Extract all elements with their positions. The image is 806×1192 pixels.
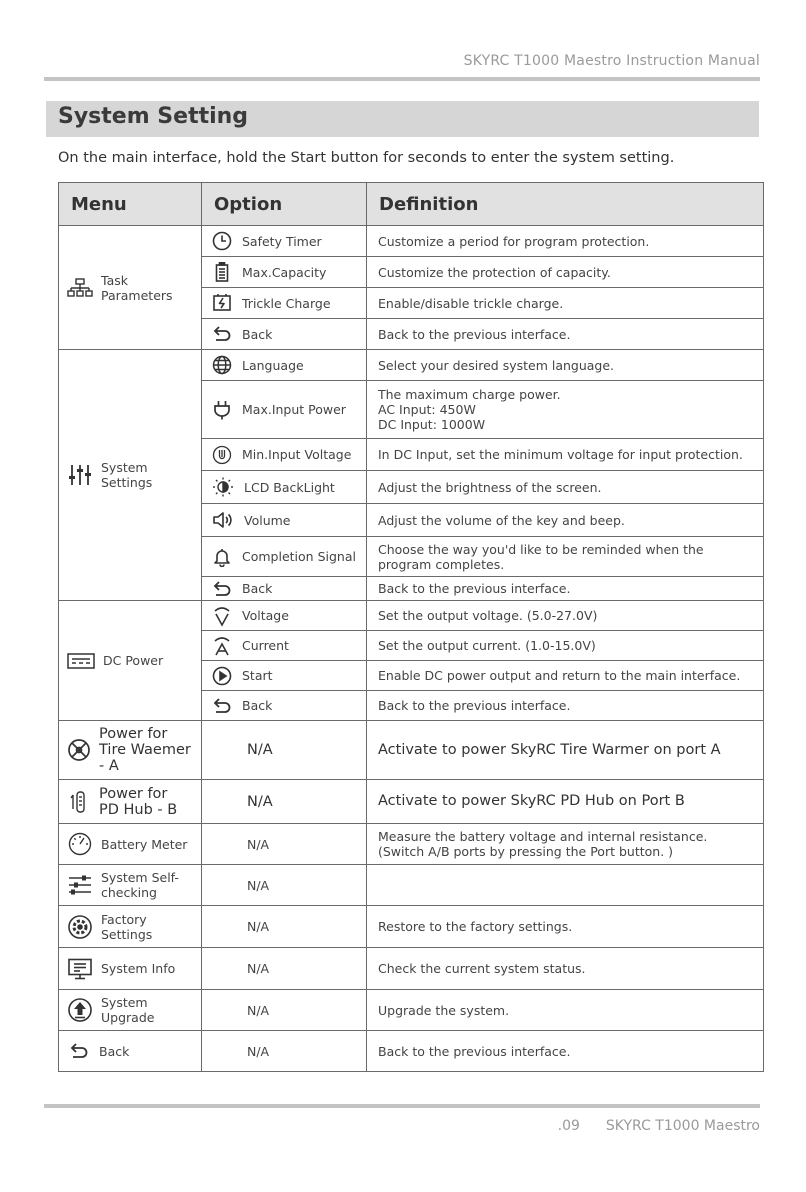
- option-label: Start: [242, 668, 273, 683]
- option-cell: [202, 471, 367, 504]
- clock-icon: [212, 231, 232, 251]
- option-cell: [202, 350, 367, 381]
- menu-cell-back: [59, 1031, 202, 1072]
- definition-cell: Back to the previous interface.: [367, 577, 764, 601]
- table-row: [59, 350, 764, 381]
- play-icon: [212, 666, 232, 686]
- pd-hub-icon: [67, 790, 91, 814]
- menu-label: Factory Settings: [101, 911, 153, 942]
- header-option: Option: [202, 183, 367, 226]
- option-label: Current: [242, 638, 289, 653]
- network-icon: [67, 278, 93, 298]
- bell-icon: [212, 547, 232, 567]
- definition-cell: Back to the previous interface.: [367, 319, 764, 350]
- menu-cell-system-info: [59, 948, 202, 990]
- section-heading-bar: [46, 101, 759, 137]
- menu-cell-factory-settings: [59, 906, 202, 948]
- option-cell: [202, 226, 367, 257]
- definition-cell: In DC Input, set the minimum voltage for input protection.: [367, 439, 764, 471]
- footer-divider: [44, 1104, 760, 1108]
- definition-cell: Back to the previous interface.: [367, 1031, 764, 1072]
- definition-cell: Measure the battery voltage and internal resistance. (Switch A/B ports by pressing the Port button. ): [367, 824, 764, 865]
- plug-icon: [212, 400, 232, 420]
- option-label: Min.Input Voltage: [242, 447, 352, 462]
- option-label: Max.Input Power: [242, 402, 346, 417]
- menu-label: Back: [99, 1043, 130, 1059]
- table-row: [59, 906, 764, 948]
- definition-cell: Customize a period for program protection.: [367, 226, 764, 257]
- option-cell: [202, 780, 367, 824]
- manual-title: SKYRC T1000 Maestro Instruction Manual: [463, 53, 760, 69]
- definition-cell: Back to the previous interface.: [367, 691, 764, 721]
- brightness-icon: [212, 477, 234, 497]
- option-label: Back: [242, 581, 273, 596]
- page-number: .09: [557, 1118, 580, 1134]
- menu-cell-dc-power: [59, 601, 202, 721]
- definition-cell: Enable/disable trickle charge.: [367, 288, 764, 319]
- header-menu: Menu: [59, 183, 202, 226]
- option-cell: [202, 824, 367, 865]
- definition-cell: Select your desired system language.: [367, 350, 764, 381]
- table-row: [59, 780, 764, 824]
- voltage-icon: [212, 445, 232, 465]
- definition-cell: Set the output current. (1.0-15.0V): [367, 631, 764, 661]
- dc-power-icon: [67, 653, 95, 669]
- option-label: N/A: [247, 961, 270, 976]
- option-label: N/A: [247, 877, 270, 893]
- footer-product: SKYRC T1000 Maestro: [605, 1118, 760, 1134]
- option-label: Completion Signal: [242, 549, 356, 564]
- section-intro: On the main interface, hold the Start button for seconds to enter the system setting.: [58, 150, 675, 166]
- settings-table: [58, 182, 764, 1072]
- option-cell: [202, 865, 367, 906]
- definition-cell: Set the output voltage. (5.0-27.0V): [367, 601, 764, 631]
- menu-label: System Self- checking: [101, 870, 179, 900]
- option-cell: [202, 601, 367, 631]
- menu-label: System Info: [101, 961, 176, 976]
- option-cell: [202, 504, 367, 537]
- table-row: [59, 948, 764, 990]
- self-check-sliders-icon: [67, 874, 93, 896]
- table-row: [59, 865, 764, 906]
- option-label: N/A: [247, 1002, 270, 1018]
- definition-cell: Upgrade the system.: [367, 990, 764, 1031]
- factory-reset-icon: [67, 914, 93, 940]
- menu-label: Battery Meter: [101, 836, 188, 852]
- option-cell: [202, 439, 367, 471]
- option-cell: [202, 381, 367, 439]
- option-label: N/A: [247, 919, 270, 934]
- option-label: Voltage: [242, 608, 289, 623]
- option-label: N/A: [247, 836, 270, 852]
- definition-cell: Choose the way you'd like to be reminded when the program completes.: [367, 537, 764, 577]
- table-row: [59, 990, 764, 1031]
- meter-gauge-icon: [67, 832, 93, 856]
- definition-cell: Activate to power SkyRC PD Hub on Port B: [367, 780, 764, 824]
- option-label: Language: [242, 357, 304, 373]
- definition-cell: The maximum charge power. AC Input: 450W DC Input: 1000W: [367, 381, 764, 439]
- definition-cell: Adjust the volume of the key and beep.: [367, 504, 764, 537]
- option-label: Back: [242, 698, 273, 713]
- menu-label: Power for PD Hub - B: [99, 785, 178, 818]
- option-label: Volume: [244, 512, 291, 528]
- definition-cell: Enable DC power output and return to the main interface.: [367, 661, 764, 691]
- definition-cell: Adjust the brightness of the screen.: [367, 471, 764, 504]
- menu-cell-task-parameters: [59, 226, 202, 350]
- current-a-icon: [212, 635, 232, 657]
- option-cell: [202, 721, 367, 780]
- menu-cell-battery-meter: [59, 824, 202, 865]
- option-cell: [202, 288, 367, 319]
- table-row: [59, 601, 764, 631]
- upgrade-icon: [67, 997, 93, 1023]
- globe-icon: [212, 355, 232, 375]
- option-label: Safety Timer: [242, 233, 322, 249]
- option-cell: [202, 691, 367, 721]
- option-cell: [202, 661, 367, 691]
- voltage-v-icon: [212, 605, 232, 627]
- definition-cell: Activate to power SkyRC Tire Warmer on port A: [367, 721, 764, 780]
- back-arrow-icon: [212, 579, 232, 599]
- trickle-charge-icon: [212, 293, 232, 313]
- back-arrow-icon: [212, 324, 232, 344]
- definition-cell: Restore to the factory settings.: [367, 906, 764, 948]
- menu-label: System Settings: [101, 460, 153, 490]
- option-cell: [202, 1031, 367, 1072]
- monitor-info-icon: [67, 958, 93, 980]
- option-label: Max.Capacity: [242, 264, 327, 280]
- option-label: Trickle Charge: [242, 295, 331, 311]
- battery-icon: [212, 262, 232, 282]
- menu-label: Task Parameters: [101, 272, 173, 303]
- speaker-icon: [212, 510, 234, 530]
- option-label: N/A: [247, 742, 273, 758]
- header-definition: Definition: [367, 183, 764, 226]
- option-cell: [202, 577, 367, 601]
- option-label: LCD BackLight: [244, 479, 335, 495]
- definition-cell: Check the current system status.: [367, 948, 764, 990]
- table-row: [59, 1031, 764, 1072]
- menu-cell-tire-warmer: [59, 721, 202, 780]
- tire-warmer-icon: [67, 738, 91, 762]
- menu-cell-pd-hub: [59, 780, 202, 824]
- back-arrow-icon: [212, 696, 232, 716]
- menu-cell-system-upgrade: [59, 990, 202, 1031]
- section-title: System Setting: [58, 104, 249, 129]
- definition-cell: [367, 865, 764, 906]
- page-footer: [558, 1118, 760, 1134]
- option-cell: [202, 257, 367, 288]
- sliders-icon: [67, 464, 93, 486]
- menu-label: DC Power: [103, 653, 164, 668]
- option-label: N/A: [247, 1043, 270, 1059]
- definition-cell: Customize the protection of capacity.: [367, 257, 764, 288]
- option-label: N/A: [247, 793, 273, 810]
- menu-cell-self-check: [59, 865, 202, 906]
- option-cell: [202, 319, 367, 350]
- option-cell: [202, 631, 367, 661]
- option-cell: [202, 906, 367, 948]
- option-cell: [202, 990, 367, 1031]
- table-row: [59, 226, 764, 257]
- menu-label: Power for Tire Waemer - A: [99, 726, 191, 774]
- table-header-row: [59, 183, 764, 226]
- back-arrow-icon: [67, 1041, 91, 1061]
- option-cell: [202, 948, 367, 990]
- header-divider: [44, 77, 760, 81]
- menu-cell-system-settings: [59, 350, 202, 601]
- table-row: [59, 824, 764, 865]
- table-row: [59, 721, 764, 780]
- option-label: Back: [242, 326, 273, 342]
- option-cell: [202, 537, 367, 577]
- menu-label: System Upgrade: [101, 995, 155, 1025]
